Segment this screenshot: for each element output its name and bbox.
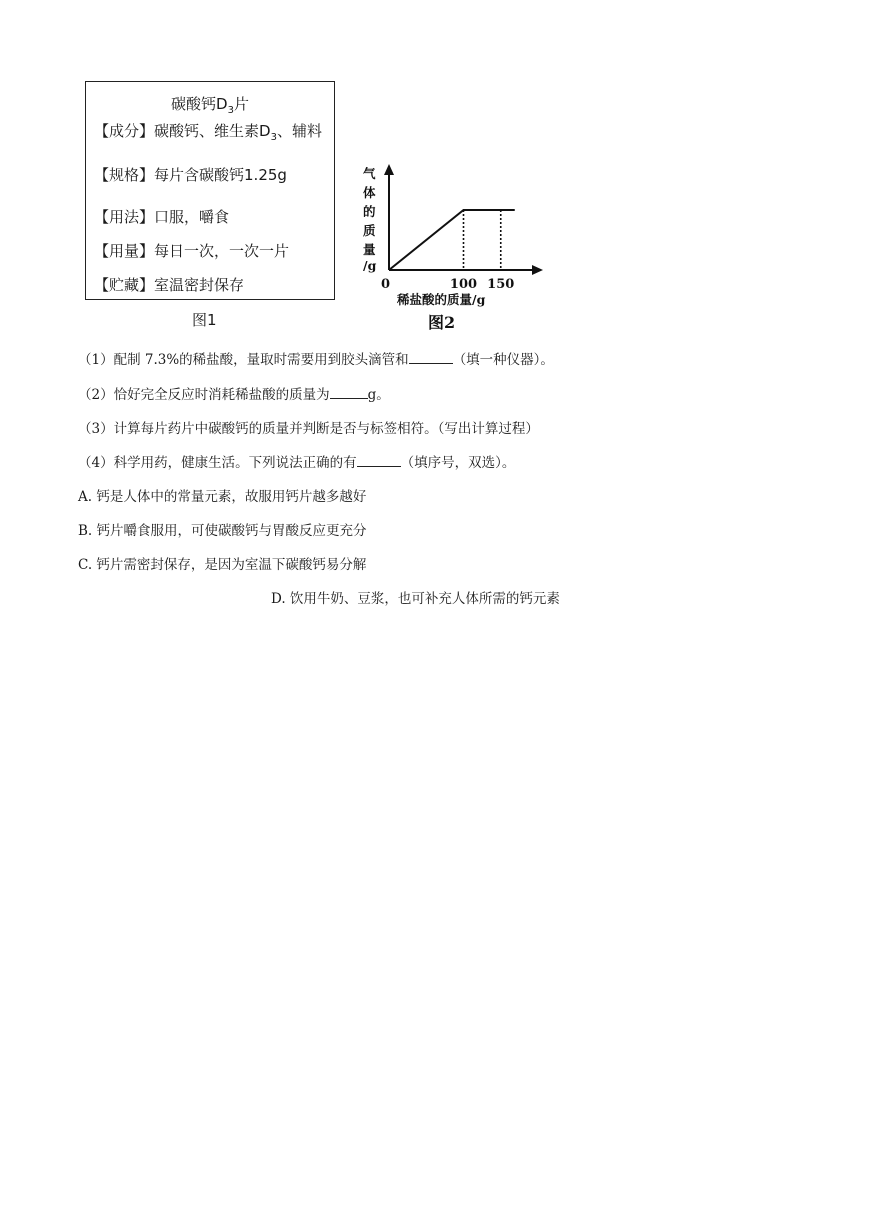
origin-label: 0 [381, 277, 391, 292]
label-usage: 【用法】口服，嚼食 [94, 208, 230, 226]
figure2-caption: 图2 [428, 313, 456, 332]
question-2: （2）恰好完全反应时消耗稀盐酸的质量为 g。 [78, 387, 390, 403]
option-a: A. 钙是人体中的常量元素，故服用钙片越多越好 [78, 489, 367, 505]
answer-blank-1[interactable] [409, 351, 453, 364]
ylabel-char: 的 [363, 204, 376, 219]
ylabel-char: /g [363, 258, 377, 273]
gas-mass-chart [355, 158, 555, 336]
ylabel-char: 气 [363, 166, 376, 181]
label-title: 碳酸钙$D_3$片 [171, 95, 249, 116]
question-1: （1）配制 7.3%的稀盐酸，量取时需要用到胶头滴管和 （填一种仪器）。 [78, 352, 554, 368]
ylabel-char: 质 [363, 223, 376, 238]
figure1-caption: 图1 [192, 311, 217, 329]
x-axis-arrow [532, 265, 543, 275]
question-3: （3）计算每片药片中碳酸钙的质量并判断是否与标签相符。（写出计算过程） [78, 421, 539, 437]
label-dosage: 【用量】每日一次，一次一片 [94, 242, 290, 260]
answer-blank-2[interactable] [330, 386, 368, 399]
ylabel-char: 体 [363, 185, 376, 200]
label-storage: 【贮藏】室温密封保存 [94, 276, 245, 294]
label-spec: 【规格】每片含碳酸钙1.25g [94, 166, 287, 184]
x-axis-label: 稀盐酸的质量/g [397, 292, 486, 307]
option-b: B. 钙片嚼食服用，可使碳酸钙与胃酸反应更充分 [78, 523, 367, 539]
y-axis-arrow [384, 164, 394, 175]
answer-blank-4[interactable] [357, 454, 401, 467]
ylabel-char: 量 [363, 242, 376, 257]
label-ingredients: 【成分】碳酸钙、维生素$D_3$、辅料 [94, 122, 322, 143]
question-4: （4）科学用药，健康生活。下列说法正确的有 （填序号，双选）。 [78, 455, 516, 471]
option-c: C. 钙片需密封保存，是因为室温下碳酸钙易分解 [78, 557, 367, 573]
x-tick-150: 150 [487, 277, 515, 292]
x-tick-100: 100 [449, 277, 478, 292]
option-d: D. 饮用牛奶、豆浆，也可补充人体所需的钙元素 [271, 591, 560, 607]
drug-label-box [85, 81, 335, 300]
series-line [389, 210, 515, 270]
